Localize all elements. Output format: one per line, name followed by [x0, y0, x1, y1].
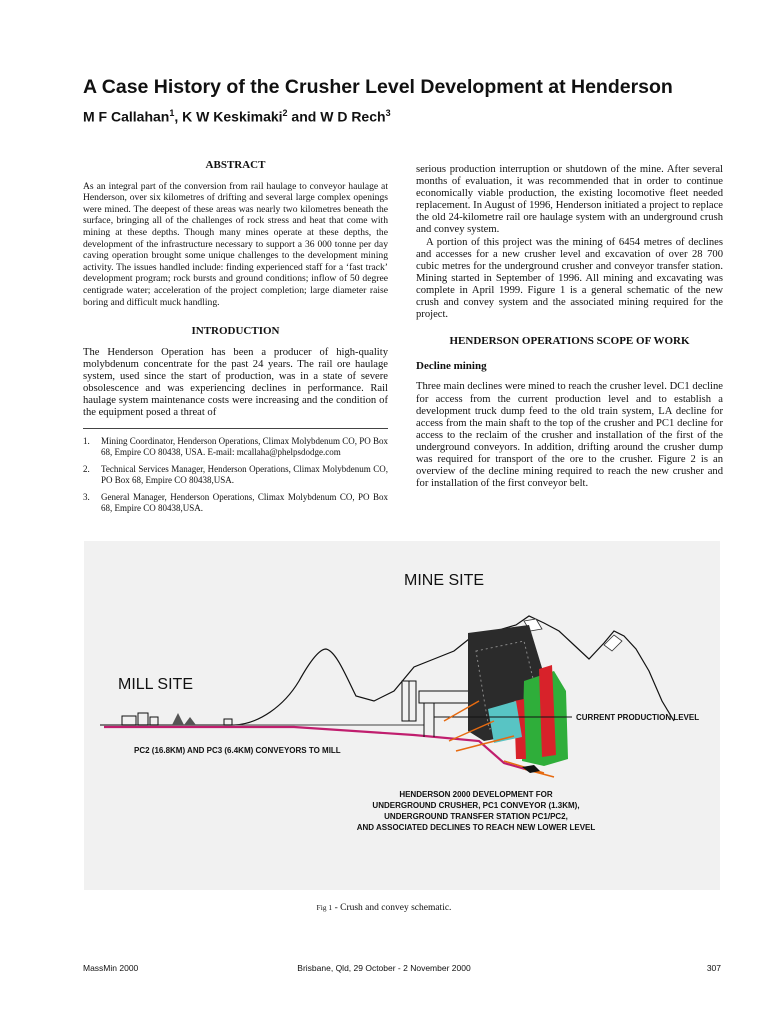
introduction-heading: INTRODUCTION — [191, 325, 280, 338]
author-affiliation-marker: 1 — [169, 108, 175, 118]
author-name: K W Keskimaki — [182, 108, 283, 125]
paper-title: A Case History of the Crusher Level Development at Henderson — [83, 76, 673, 98]
footnote-text: Technical Services Manager, Henderson Operations, Climax Molybdenum CO, PO Box 68, Empire CO 80438,USA. — [101, 464, 388, 485]
abstract-text: As an integral part of the conversion from rail haulage to conveyor haulage at Henderson, over six kilometres of drifting and several large complex openings were mined. The deepest of these areas was nearly two kilometres beneath the surface, bringing all of the challenges of rock stress and heat that come with mining at these depths. Though many mines operate at these depths, the development of the infrastructure necessary to support a 36 000 tonne per day caving operation brought some unique challenges to the development mining activity. The issues handled include: finding experienced staff for a ‘fast track’ development program; rock bursts and ground conditions; inflow of 50 degree centigrade water; acceleration of the project completion; large diameter raise boring and difficult muck handling. — [83, 180, 388, 308]
label-development-line-2: UNDERGROUND CRUSHER, PC1 CONVEYOR (1.3KM), — [372, 801, 580, 810]
label-conveyors: PC2 (16.8KM) AND PC3 (6.4KM) CONVEYORS TO MILL — [134, 746, 341, 755]
footnote-text: General Manager, Henderson Operations, Climax Molybdenum CO, PO Box 68, Empire CO 80438,USA. — [101, 492, 388, 513]
label-development-line-1: HENDERSON 2000 DEVELOPMENT FOR — [399, 790, 553, 799]
decline-mining-text: Three main declines were mined to reach the crusher level. DC1 decline for access from the current production level and to establish a development truck dump feed to the old train system, LA decline for access from the main shaft to the top of the crusher and PC1 decline for access to the reclaim of the crusher and installation of the first of the underground conveyors. In addition, drifting around the crusher dump was required for transport of the ore to the crusher. Figure 2 is an overview of the decline mining required to reach the new crusher and for installation of the first conveyor belt. — [416, 381, 723, 490]
footer-location-date: Brisbane, Qld, 29 October - 2 November 2000 — [297, 963, 471, 973]
author-list — [83, 108, 391, 125]
right-column — [416, 164, 723, 490]
label-development-line-3: UNDERGROUND TRANSFER STATION PC1/PC2, — [384, 812, 568, 821]
author-name: W D Rech — [320, 108, 386, 125]
abstract-heading: ABSTRACT — [205, 159, 266, 171]
decline-mining-heading: Decline mining — [416, 360, 487, 373]
crush-convey-schematic — [84, 541, 720, 890]
footer-conference: MassMin 2000 — [83, 963, 139, 973]
author-name: M F Callahan — [83, 108, 170, 125]
footnote-text: Mining Coordinator, Henderson Operations, Climax Molybdenum CO, PO Box 68, Empire CO 80438, USA. E-mail: mcallaha@phelpsdodge.com — [101, 436, 388, 457]
caption-text: - Crush and convey schematic. — [332, 903, 452, 913]
left-column — [83, 160, 388, 419]
scope-heading: HENDERSON OPERATIONS SCOPE OF WORK — [449, 335, 690, 348]
label-current-production-level: CURRENT PRODUCTION LEVEL — [576, 713, 700, 722]
footnote-number: 2. — [83, 464, 90, 474]
intro-continued-text: serious production interruption or shutdown of the mine. After several months of evaluation, it was recommended that in order to continue economically viable production, the existing locomotive fleet needed replacement. In August of 1996, Henderson initiated a project to replace the old 24-kilometre rail ore haulage system with an underground crush and convey system. — [416, 164, 723, 236]
footnote-number: 1. — [83, 436, 90, 446]
footnote-number: 3. — [83, 492, 90, 502]
author-affiliation-marker: 3 — [385, 108, 391, 118]
footnote-2 — [83, 464, 388, 486]
caption-prefix: Fig 1 — [316, 903, 333, 912]
author-separator: and — [287, 108, 321, 125]
project-scope-text: A portion of this project was the mining of 6454 metres of declines and accesses for a new crusher level and excavation of over 28 700 cubic metres for the underground crusher and conveyor transfer station. Mining started in September of 1996. All mining and excavating was complete in April 1999. Figure 1 is a general schematic of the new crush and convey system and the associated mining required for the project. — [416, 236, 723, 321]
label-mine-site: MINE SITE — [404, 572, 485, 589]
author-affiliation-marker: 2 — [282, 108, 288, 118]
label-development-line-4: AND ASSOCIATED DECLINES TO REACH NEW LOWER LEVEL — [356, 823, 596, 832]
figure-caption — [0, 903, 768, 913]
introduction-text: The Henderson Operation has been a producer of high-quality molybdenum concentrate for the past 24 years. The rail ore haulage system, used since the start of production, was in a state of severe obsolescence and was experiencing declines in performance. Rail haulage system maintenance costs were increasing and the condition of the equipment posed a threat of — [83, 346, 388, 419]
author-separator: , — [174, 108, 183, 125]
footnotes — [83, 428, 388, 520]
footnote-3 — [83, 492, 388, 514]
page-number: 307 — [706, 963, 721, 973]
label-mill-site: MILL SITE — [118, 676, 193, 693]
footnote-1 — [83, 436, 388, 458]
